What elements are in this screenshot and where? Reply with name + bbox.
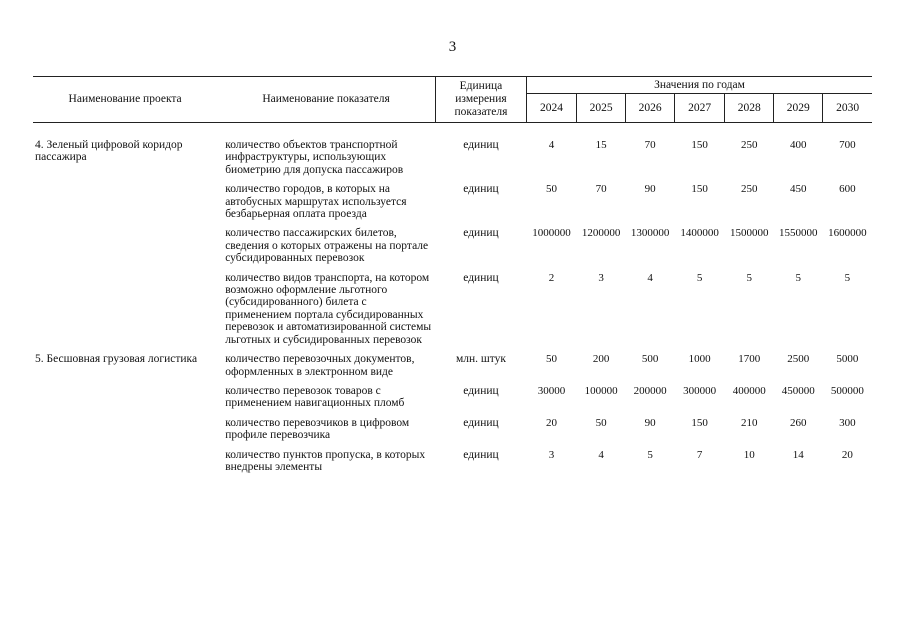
value-cell: 400	[790, 139, 807, 151]
value-cell: 1000	[688, 353, 711, 366]
project-name	[33, 417, 217, 449]
table-row	[33, 385, 872, 417]
project-name	[33, 385, 217, 417]
value-cell: 90	[644, 183, 656, 196]
unit-cell: единиц	[463, 384, 499, 397]
page-number: 3	[448, 39, 457, 55]
unit-cell: единиц	[463, 139, 499, 151]
value-cell: 150	[691, 183, 708, 196]
table-row	[33, 183, 872, 227]
value-cell: 30000	[537, 384, 566, 397]
header-unit: Единица измерения показателя	[435, 77, 526, 123]
project-name	[33, 183, 217, 227]
value-cell: 5	[746, 271, 752, 284]
value-cell: 1200000	[581, 227, 621, 240]
header-project: Наименование проекта	[33, 77, 217, 123]
value-cell: 50	[546, 183, 558, 196]
value-cell: 200	[592, 353, 610, 366]
unit-cell: единиц	[463, 448, 499, 461]
header-year: 2025	[577, 94, 626, 123]
header-year: 2028	[725, 94, 774, 123]
value-cell: 5000	[836, 353, 859, 366]
value-cell: 300	[839, 416, 856, 429]
value-cell: 300000	[683, 384, 717, 397]
value-cell: 250	[740, 139, 758, 151]
value-cell: 200000	[633, 384, 667, 397]
value-cell: 1700	[738, 353, 761, 366]
value-cell: 150	[691, 139, 708, 151]
project-name	[33, 227, 217, 271]
table-row	[33, 139, 872, 183]
indicator-name: количество объектов транспортной инфраструктуры, использующих биометрию для допуска пассажиров	[225, 139, 404, 176]
value-cell: 3	[598, 271, 604, 284]
header-year: 2024	[527, 94, 577, 123]
value-cell: 600	[839, 183, 856, 196]
value-cell: 7	[696, 448, 703, 461]
value-cell: 20	[546, 416, 558, 429]
value-cell: 250	[740, 183, 758, 196]
header-year: 2030	[823, 94, 872, 123]
value-cell: 50	[595, 416, 607, 429]
unit-cell: единиц	[463, 271, 499, 284]
value-cell: 2	[548, 271, 555, 284]
value-cell: 5	[844, 271, 851, 284]
unit-cell: единиц	[463, 416, 499, 429]
value-cell: 4	[598, 448, 604, 461]
value-cell: 20	[841, 448, 853, 461]
header-values-by-year: Значения по годам	[527, 77, 872, 94]
value-cell: 260	[790, 416, 807, 429]
value-cell: 15	[595, 139, 607, 151]
project-name: 4. Зеленый цифровой коридор пассажира	[35, 139, 183, 164]
value-cell: 1300000	[630, 227, 670, 240]
value-cell: 3	[548, 448, 555, 461]
header-year: 2026	[626, 94, 675, 123]
project-name: 5. Бесшовная грузовая логистика	[35, 353, 198, 366]
value-cell: 2500	[787, 353, 810, 366]
table-row	[33, 353, 872, 385]
project-name	[33, 449, 217, 481]
value-cell: 1600000	[828, 227, 867, 240]
indicator-name: количество видов транспорта, на котором возможно оформление льготного (субсидированного) билета с применением портала субсидированных перевозок и автоматизированной системы льготных и субсидированных перевозок	[225, 271, 432, 346]
value-cell: 4	[647, 271, 653, 284]
header-indicator: Наименование показателя	[217, 77, 435, 123]
indicator-name: количество пунктов пропуска, в которых внедрены элементы	[225, 448, 426, 473]
indicator-name: количество перевозок товаров с применением навигационных пломб	[225, 384, 405, 410]
value-cell: 70	[595, 183, 607, 196]
unit-cell: единиц	[463, 227, 499, 240]
table-row	[33, 227, 872, 271]
value-cell: 5	[795, 271, 802, 284]
value-cell: 1550000	[779, 227, 818, 240]
value-cell: 400000	[732, 384, 766, 397]
indicator-name: количество перевозочных документов, оформленных в электронном виде	[225, 353, 415, 378]
table-row	[33, 449, 872, 481]
value-cell: 50	[546, 353, 558, 366]
value-cell: 5	[647, 448, 653, 461]
indicator-name: количество пассажирских билетов, сведения о которых отражены на портале субсидированных перевозок	[225, 227, 429, 265]
value-cell: 4	[548, 139, 555, 151]
value-cell: 14	[792, 448, 804, 461]
value-cell: 90	[644, 416, 656, 429]
indicators-table	[33, 76, 872, 480]
table-row	[33, 272, 872, 353]
indicator-name: количество городов, в которых на автобусных маршрутах используется безбарьерная оплата проезда	[225, 183, 407, 221]
value-cell: 1400000	[680, 227, 719, 240]
value-cell: 450000	[781, 384, 815, 397]
value-cell: 1500000	[729, 227, 769, 240]
value-cell: 70	[644, 139, 656, 151]
unit-cell: млн. штук	[455, 353, 506, 366]
value-cell: 450	[790, 183, 807, 196]
table-row	[33, 417, 872, 449]
unit-cell: единиц	[463, 183, 499, 196]
indicator-name: количество перевозчиков в цифровом профиле перевозчика	[225, 416, 410, 442]
value-cell: 100000	[584, 384, 618, 397]
header-year: 2029	[774, 94, 823, 123]
value-cell: 1000000	[532, 227, 571, 240]
header-year: 2027	[675, 94, 725, 123]
project-name	[33, 272, 217, 353]
value-cell: 210	[740, 416, 758, 429]
value-cell: 5	[696, 271, 703, 284]
value-cell: 500	[641, 353, 659, 366]
value-cell: 700	[839, 139, 856, 151]
value-cell: 150	[691, 416, 708, 429]
value-cell: 500000	[830, 384, 864, 397]
value-cell: 10	[743, 448, 755, 461]
